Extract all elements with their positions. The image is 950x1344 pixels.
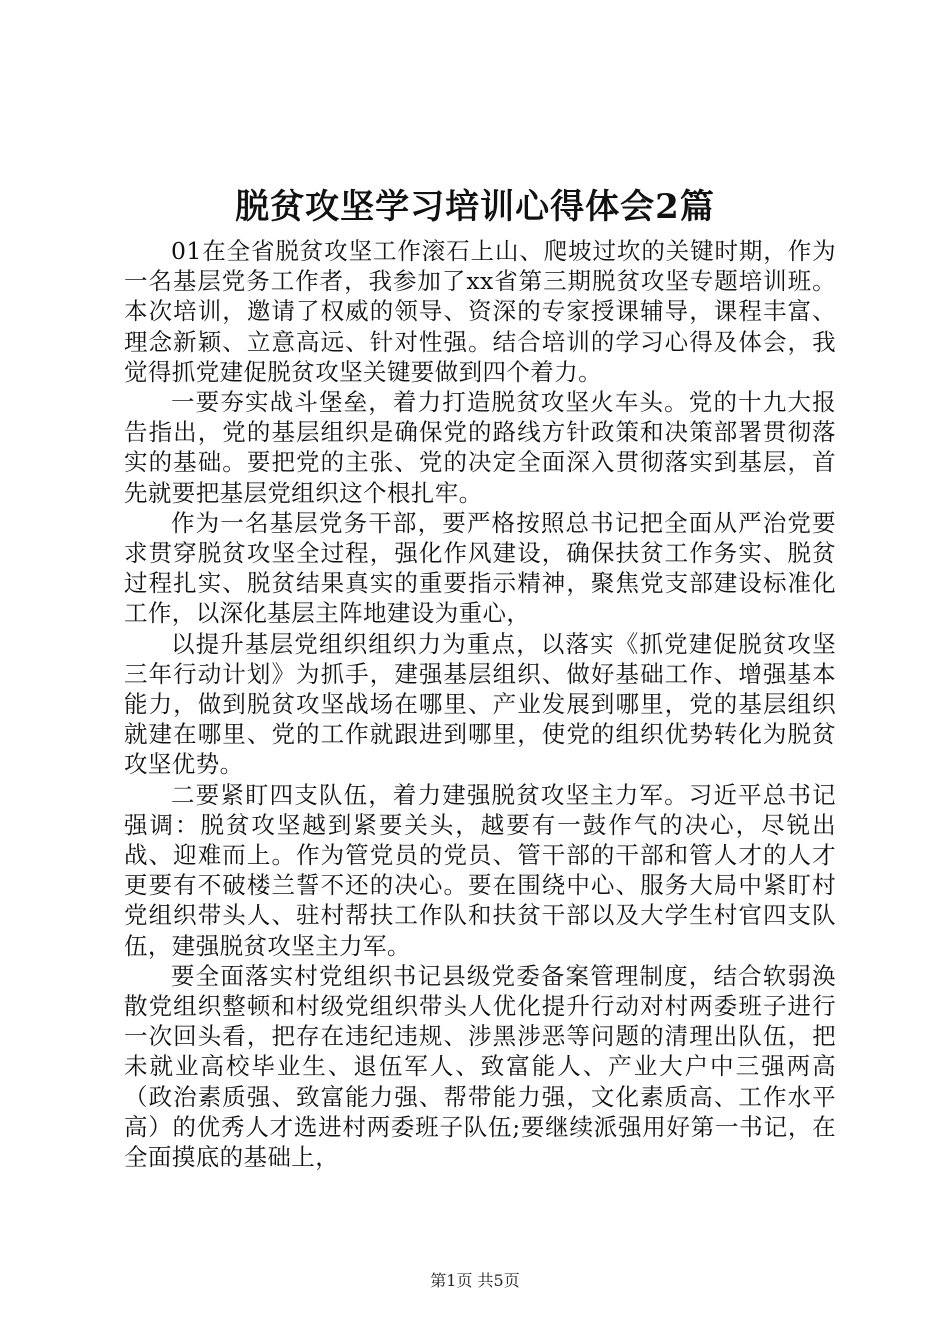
paragraph: 01在全省脱贫攻坚工作滚石上山、爬坡过坎的关键时期，作为一名基层党务工作者，我参加了xx省第三期脱贫攻坚专题培训班。本次培训，邀请了权威的领导、资深的专家授课辅导，课程丰富、理念新颖、立意高远、针对性强。结合培训的学习心得及体会，我觉得抓党建促脱贫攻坚关键要做到四个着力。	[124, 237, 836, 386]
document-title: 脱贫攻坚学习培训心得体会2篇	[235, 187, 715, 227]
paragraph: 二要紧盯四支队伍，着力建强脱贫攻坚主力军。习近平总书记强调：脱贫攻坚越到紧要关头，越要有一鼓作气的决心，尽锐出战、迎难而上。作为管党员的党员、管干部的干部和管人才的人才更要有不破楼兰誓不还的决心。要在围绕中心、服务大局中紧盯村党组织带头人、驻村帮扶工作队和扶贫干部以及大学生村官四支队伍，建强脱贫攻坚主力军。	[124, 780, 836, 960]
paragraph: 要全面落实村党组织书记县级党委备案管理制度，结合软弱涣散党组织整顿和村级党组织带头人优化提升行动对村两委班子进行一次回头看，把存在违纪违规、涉黑涉恶等问题的清理出队伍，把未就业高校毕业生、退伍军人、致富能人、产业大户中三强两高（政治素质强、致富能力强、帮带能力强，文化素质高、工作水平高）的优秀人才选进村两委班子队伍;要继续派强用好第一书记，在全面摸底的基础上，	[124, 961, 836, 1172]
paragraph: 以提升基层党组织组织力为重点，以落实《抓党建促脱贫攻坚三年行动计划》为抓手，建强基层组织、做好基础工作、增强基本能力，做到脱贫攻坚战场在哪里、产业发展到哪里，党的基层组织就建在哪里、党的工作就跟进到哪里，使党的组织优势转化为脱贫攻坚优势。	[124, 629, 836, 779]
document-body	[124, 236, 836, 1172]
page-footer: 第1页 共5页	[430, 1271, 520, 1290]
paragraph: 一要夯实战斗堡垒，着力打造脱贫攻坚火车头。党的十九大报告指出，党的基层组织是确保党的路线方针政策和决策部署贯彻落实的基础。要把党的主张、党的决定全面深入贯彻落实到基层，首先就要把基层党组织这个根扎牢。	[124, 388, 836, 507]
paragraph: 作为一名基层党务干部，要严格按照总书记把全面从严治党要求贯穿脱贫攻坚全过程，强化作风建设，确保扶贫工作务实、脱贫过程扎实、脱贫结果真实的重要指示精神，聚焦党支部建设标准化工作，以深化基层主阵地建设为重心，	[124, 508, 836, 628]
